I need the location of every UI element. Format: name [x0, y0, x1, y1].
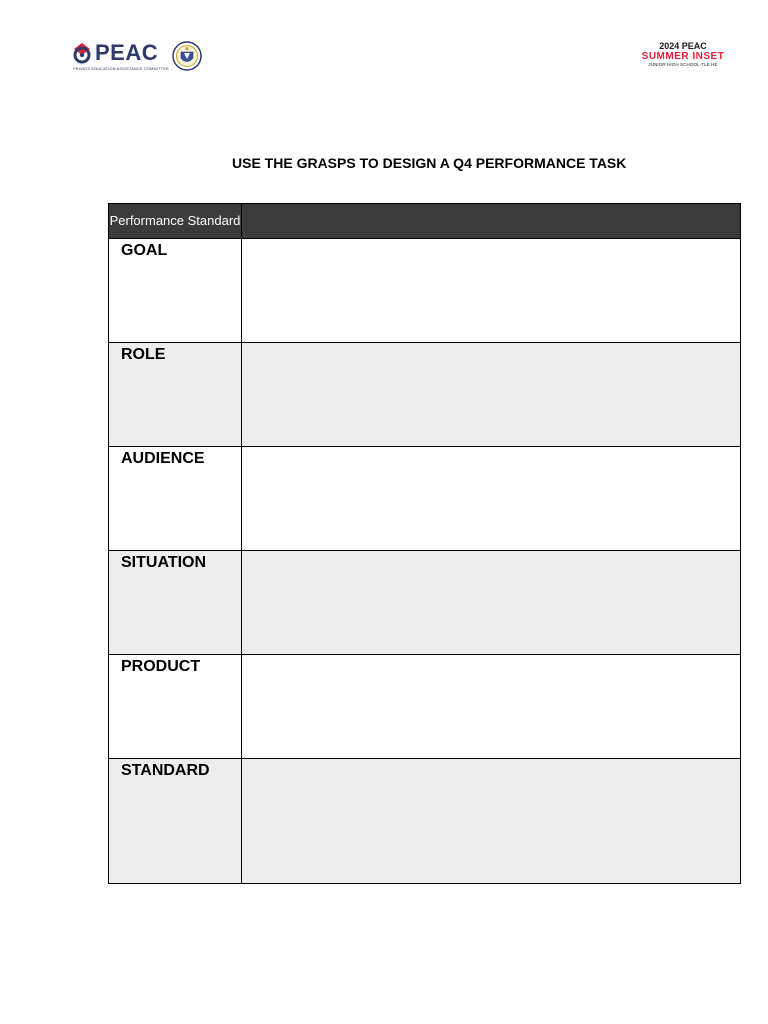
standard-label: STANDARD — [109, 759, 242, 884]
grasps-table — [108, 203, 741, 884]
inset-year: 2024 PEAC — [659, 41, 707, 51]
table-row-audience — [109, 447, 741, 551]
standard-value-cell[interactable] — [242, 759, 741, 884]
audience-label: AUDIENCE — [109, 447, 242, 551]
product-label: PRODUCT — [109, 655, 242, 759]
summer-inset-badge — [638, 41, 728, 68]
situation-value-cell[interactable] — [242, 551, 741, 655]
product-value-cell[interactable] — [242, 655, 741, 759]
peac-emblem-icon — [72, 42, 92, 64]
role-label: ROLE — [109, 343, 242, 447]
table-header-row — [109, 204, 741, 239]
inset-level: JUNIOR HIGH SCHOOL-TLE HE — [648, 62, 718, 67]
table-row-situation — [109, 551, 741, 655]
table-row-goal — [109, 239, 741, 343]
inset-name: SUMMER INSET — [641, 51, 725, 62]
situation-label: SITUATION — [109, 551, 242, 655]
table-row-role — [109, 343, 741, 447]
goal-label: GOAL — [109, 239, 242, 343]
page-header — [0, 0, 768, 100]
role-value-cell[interactable] — [242, 343, 741, 447]
goal-value-cell[interactable] — [242, 239, 741, 343]
table-row-product — [109, 655, 741, 759]
table-row-standard — [109, 759, 741, 884]
deped-seal-icon — [172, 40, 202, 72]
performance-standard-label: Performance Standard — [109, 204, 242, 239]
document-title: USE THE GRASPS TO DESIGN A Q4 PERFORMANCE TASK — [232, 155, 627, 171]
peac-tagline: PRIVATE EDUCATION ASSISTANCE COMMITTEE — [73, 66, 169, 71]
peac-wordmark: PEAC — [95, 40, 159, 65]
performance-standard-value[interactable] — [242, 204, 741, 239]
audience-value-cell[interactable] — [242, 447, 741, 551]
peac-logo — [72, 40, 168, 74]
